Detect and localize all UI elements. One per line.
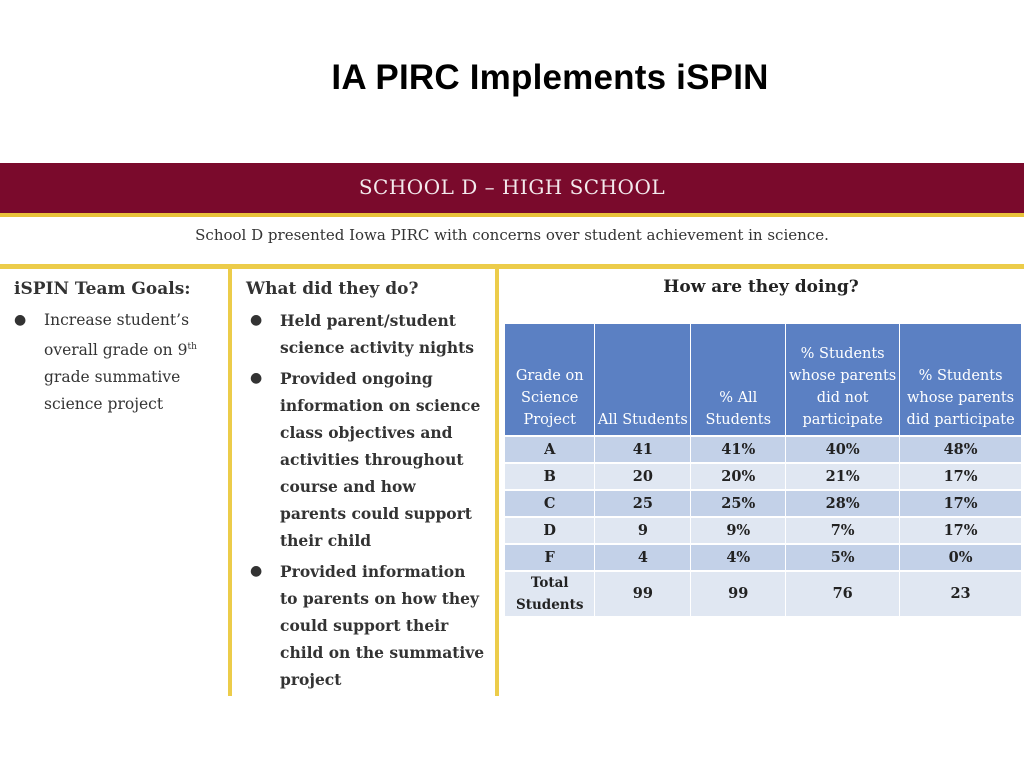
table-cell: 23 — [900, 571, 1022, 616]
list-item: ● Provided information to parents on how they could support their child on the summative project — [250, 562, 485, 689]
table-cell: 41% — [691, 436, 786, 463]
table-cell: 76 — [786, 571, 900, 616]
table-cell: 4 — [595, 544, 691, 571]
table-cell: 9% — [691, 517, 786, 544]
table-row — [505, 544, 1022, 571]
table-cell: Total Students — [505, 571, 595, 616]
actions-list — [246, 307, 486, 697]
table-row — [505, 436, 1022, 463]
table-cell: 99 — [691, 571, 786, 616]
column-divider — [495, 269, 499, 696]
table-cell: 7% — [786, 517, 900, 544]
table-cell: 17% — [900, 517, 1022, 544]
table-cell: 48% — [900, 436, 1022, 463]
table-cell: F — [505, 544, 595, 571]
actions-heading: What did they do? — [246, 279, 419, 299]
results-table — [505, 324, 1022, 616]
table-cell: 20% — [691, 463, 786, 490]
column-header: Grade on Science Project — [505, 324, 595, 436]
table-cell: D — [505, 517, 595, 544]
table-cell: 25 — [595, 490, 691, 517]
goals-list — [10, 307, 220, 418]
table-cell: 17% — [900, 490, 1022, 517]
column-header: % Students whose parents did participate — [900, 324, 1022, 436]
column-header: % All Students — [691, 324, 786, 436]
summary-text: School D presented Iowa PIRC with concerns over student achievement in science. — [195, 226, 829, 244]
table-row — [505, 517, 1022, 544]
table-cell: 40% — [786, 436, 900, 463]
table-total-row — [505, 571, 1022, 616]
table-cell: 17% — [900, 463, 1022, 490]
table-cell: 99 — [595, 571, 691, 616]
table-cell: 21% — [786, 463, 900, 490]
column-divider — [228, 269, 232, 696]
table-cell: 4% — [691, 544, 786, 571]
table-cell: 9 — [595, 517, 691, 544]
slide-title: IA PIRC Implements iSPIN — [331, 58, 769, 97]
table-cell: B — [505, 463, 595, 490]
goals-heading: iSPIN Team Goals: — [14, 279, 191, 299]
results-heading: How are they doing? — [663, 277, 859, 297]
table-row — [505, 490, 1022, 517]
table-cell: 25% — [691, 490, 786, 517]
table-header-row — [505, 324, 1022, 436]
table-cell: A — [505, 436, 595, 463]
column-header: All Students — [595, 324, 691, 436]
school-banner — [0, 163, 1024, 217]
table-cell: C — [505, 490, 595, 517]
banner-title: SCHOOL D – HIGH SCHOOL — [358, 175, 666, 199]
table-cell: 5% — [786, 544, 900, 571]
table-cell: 28% — [786, 490, 900, 517]
list-item: ● Held parent/student science activity nights — [250, 311, 475, 357]
table-row — [505, 463, 1022, 490]
column-header: % Students whose parents did not participate — [786, 324, 900, 436]
list-item: ● Provided ongoing information on science class objectives and activities throughout course and how parents could support their child — [250, 369, 481, 550]
table-cell: 0% — [900, 544, 1022, 571]
list-item: ● Increase student’s overall grade on 9th grade summative science project — [14, 311, 197, 414]
table-cell: 20 — [595, 463, 691, 490]
table-cell: 41 — [595, 436, 691, 463]
